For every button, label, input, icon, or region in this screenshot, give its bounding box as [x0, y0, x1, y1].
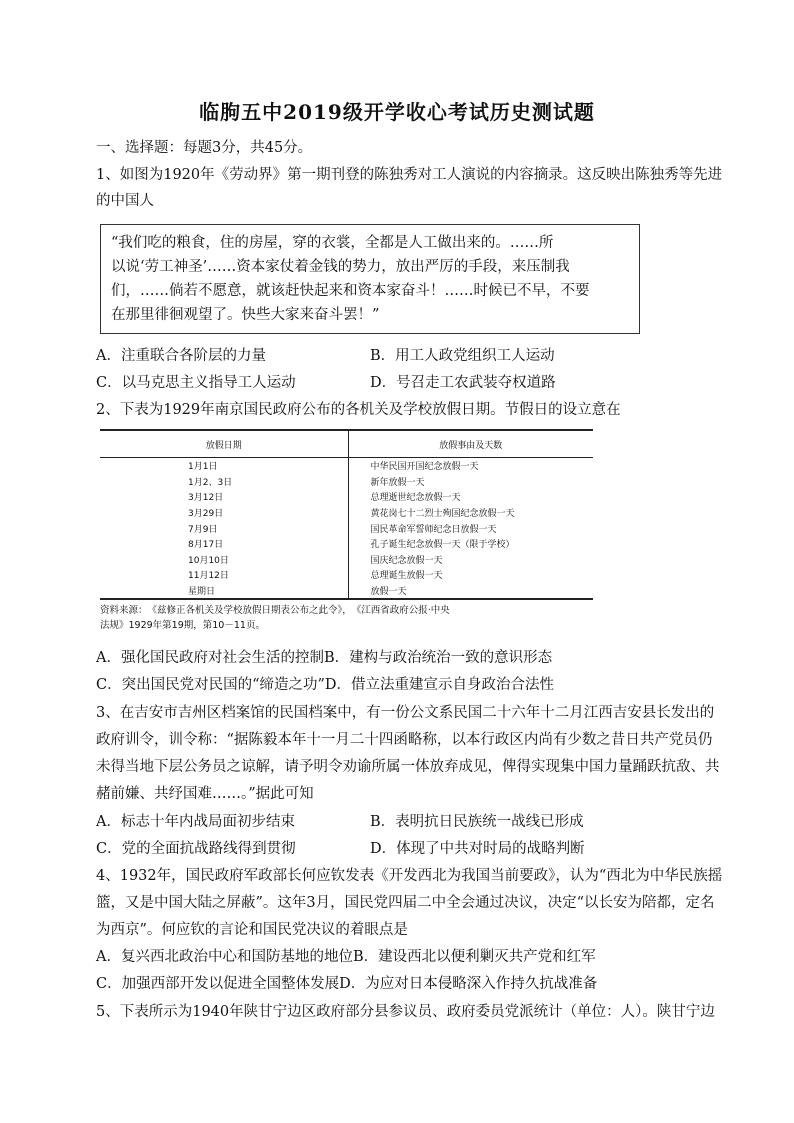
table-header-row — [100, 430, 593, 458]
table-row — [100, 583, 593, 600]
q1-option-c: C．以马克思主义指导工人运动 — [96, 375, 296, 391]
q3-stem-line3: 未得当地下层公务员之谅解，请予明令劝谕所属一体放弃成见，俾得实现集中国力量踊跃抗敌、共 — [96, 759, 720, 775]
q4-stem-line3: 为西京”。何应钦的言论和国民党决议的着眼点是 — [96, 922, 408, 938]
q1-quote-box — [100, 224, 640, 334]
q3-option-b: B．表明抗日民族统一战线已形成 — [370, 814, 584, 830]
q2-source-line1: 资料来源： 《兹修正各机关及学校放假日期表公布之此令》， 《江西省政府公报·中央 — [100, 605, 450, 617]
table-cell-date: 1月1日 — [100, 458, 348, 474]
q2-source-line2: 法规》1929年第19期，第10－11页。 — [100, 620, 265, 632]
q2-options-ab: A．强化国民政府对社会生活的控制B．建构与政治统治一致的意识形态 — [96, 650, 553, 666]
q4-options-cd: C．加强西部开发以促进全国整体发展D．为应对日本侵略深入作持久抗战准备 — [96, 976, 598, 992]
table-row — [100, 552, 593, 568]
q5-stem-line1: 5、下表所示为1940年陕甘宁边区政府部分县参议员、政府委员党派统计（单位：人）。陕甘宁边 — [96, 1004, 715, 1020]
q3-stem-line4: 赭前嫌、共纾国难……。”据此可知 — [96, 786, 314, 802]
q1-option-a: A．注重联合各阶层的力量 — [96, 348, 266, 364]
q3-option-c: C．党的全面抗战路线得到贯彻 — [96, 841, 296, 857]
q1-quote-line: 们，……倘若不愿意，就该赶快起来和资本家奋斗！……时候已不早，不要 — [111, 283, 590, 299]
exam-title: 临朐五中2019级开学收心考试历史测试题 — [199, 100, 595, 124]
table-row — [100, 536, 593, 552]
table-cell-reason: 黄花岗七十二烈士殉国纪念放假一天 — [370, 509, 515, 520]
table-cell-reason: 放假一天 — [348, 583, 593, 600]
table-cell-reason: 总理逝世纪念放假一天 — [370, 493, 461, 504]
table-cell-date: 星期日 — [100, 583, 348, 600]
q1-quote-line: 以说‘劳工神圣’……资本家仗着金钱的势力，放出严厉的手段，来压制我 — [111, 259, 570, 275]
q1-quote-line: 在那里徘徊观望了。快些大家来奋斗罢！” — [111, 307, 380, 323]
q1-option-d: D．号召走工农武装夺权道路 — [370, 375, 556, 391]
table-header-date: 放假日期 — [100, 430, 348, 458]
q1-stem-line2: 的中国人 — [96, 193, 154, 209]
q4-options-ab: A．复兴西北政治中心和国防基地的地位B．建设西北以便利剿灭共产党和红军 — [96, 949, 596, 965]
table-cell-date: 7月9日 — [100, 520, 348, 536]
table-cell-reason: 国庆纪念放假一天 — [370, 555, 443, 566]
q3-stem-line2: 政府训令，训令称：“据陈毅本年十一月二十四函略称，以本行政区内尚有少数之昔日共产党员仍 — [96, 732, 713, 748]
table-cell-reason: 孔子诞生纪念放假一天（限于学校） — [370, 540, 515, 551]
table-row — [100, 474, 593, 490]
table-cell-date: 1月2、3日 — [100, 474, 348, 490]
q3-option-d: D．体现了中共对时局的战略判断 — [370, 841, 585, 857]
q1-stem-line1: 1、如图为1920年《劳动界》第一期刊登的陈独秀对工人演说的内容摘录。这反映出陈独秀等先进 — [96, 167, 723, 183]
table-cell-date: 8月17日 — [100, 536, 348, 552]
q4-stem-line2: 篮，又是中国大陆之屏蔽”。这年3月，国民党四届二中全会通过决议，决定“以长安为陪都，定名 — [96, 895, 715, 911]
q1-option-b: B．用工人政党组织工人运动 — [370, 348, 555, 364]
table-cell-reason: 国民革命军誓师纪念日放假一天 — [370, 524, 497, 535]
q2-table-source — [100, 603, 593, 633]
table-row — [100, 505, 593, 521]
table-cell-reason: 新年放假一天 — [370, 477, 425, 488]
table-row — [100, 489, 593, 505]
table-row — [100, 520, 593, 536]
table-cell-date: 3月29日 — [100, 505, 348, 521]
section-heading: 一、选择题：每题3分，共45分。 — [96, 140, 313, 156]
table-row — [100, 567, 593, 583]
table-row — [100, 458, 593, 474]
q2-holiday-table — [100, 429, 593, 600]
q3-option-a: A．标志十年内战局面初步结束 — [96, 814, 295, 830]
q2-options-cd: C．突出国民党对民国的“缔造之功”D．借立法重建宣示自身政治合法性 — [96, 677, 555, 693]
q2-stem: 2、下表为1929年南京国民政府公布的各机关及学校放假日期。节假日的设立意在 — [96, 402, 621, 418]
table-cell-reason: 总理诞生放假一天 — [370, 571, 443, 582]
table-cell-date: 3月12日 — [100, 489, 348, 505]
q1-quote-line: “我们吃的粮食，住的房屋，穿的衣裳，全都是人工做出来的。……所 — [111, 235, 554, 251]
q2-holiday-table-block — [100, 429, 593, 633]
q4-stem-line1: 4、1932年，国民政府军政部长何应钦发表《开发西北为我国当前要政》，认为“西北为中华民族摇 — [96, 868, 723, 884]
table-cell-reason: 中华民国开国纪念放假一天 — [370, 462, 479, 473]
table-cell-date: 10月10日 — [100, 552, 348, 568]
table-cell-date: 11月12日 — [100, 567, 348, 583]
q3-stem-line1: 3、在吉安市吉州区档案馆的民国档案中，有一份公文系民国二十六年十二月江西吉安县长发出的 — [96, 705, 715, 721]
table-header-reason: 放假事由及天数 — [348, 430, 593, 458]
